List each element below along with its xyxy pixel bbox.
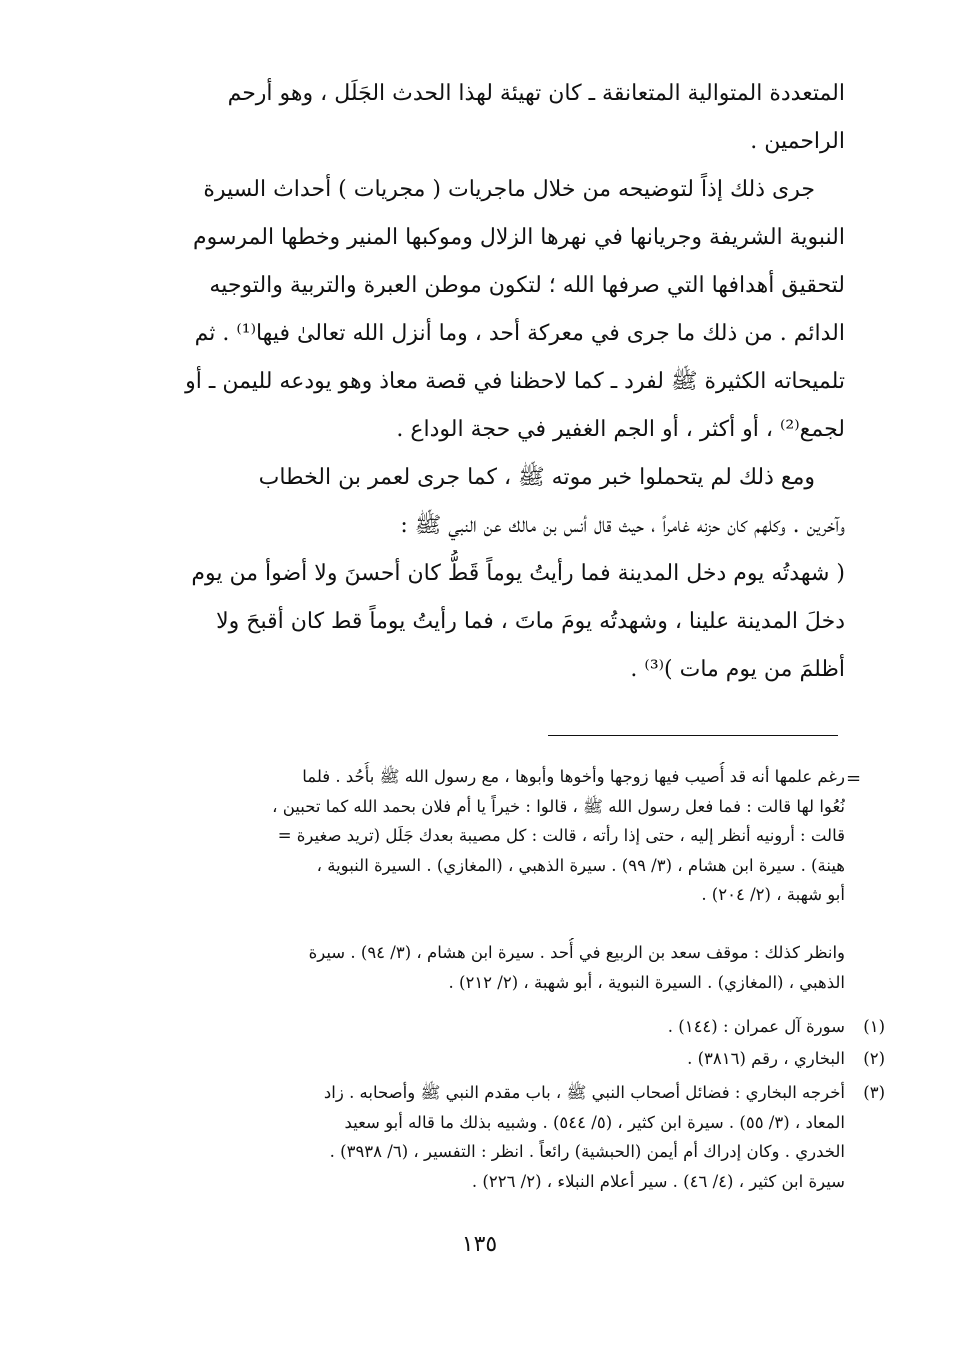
- footnote-1: [135, 1012, 885, 1042]
- note-line: أبو شهبة ، (٢/ ٢٠٤) .: [701, 885, 845, 904]
- footnote-number: (٣): [863, 1083, 885, 1102]
- text-line: جرى ذلك إذاً لتوضيحه من خلال ماجريات ( مجريات ) أحداث السيرة: [203, 177, 815, 202]
- note-line: الخدري . وكان إدراك أم أيمن (الحبشية) رائعاً . انظر : التفسير ، (٦/ ٣٩٣٨) .: [329, 1142, 845, 1161]
- text-line: دخلَ المدينة علينا ، وشهدتُه يومَ ماتَ ، فما رأيتُ يوماً قط كان أقبحَ ولا: [216, 609, 845, 634]
- text-line: المتعددة المتوالية المتعانقة ـ كان تهيئة لهذا الحدث الجَلَل ، وهو أرحم: [227, 81, 845, 106]
- note-line: قالت : أرونيه أنظر إليه ، حتى إذا رأته ، قالت : كل مصيبة بعدك جَلَل (تريد صغيرة =: [277, 826, 845, 845]
- text-line: النبوية الشريفة وجريانها في نهرها الزلال وموكبها المنير وخطها المرسوم: [192, 225, 845, 250]
- note-line: وانظر كذلك : موقف سعد بن الربيع في أُحد . سيرة ابن هشام ، (٣/ ٩٤) . سيرة: [308, 943, 845, 962]
- text-line: لتحقيق أهدافها التي صرفها الله ؛ لتكون موطن العبرة والتربية والتوجيه: [209, 273, 845, 298]
- note-line: البخاري ، رقم (٣٨١٦) .: [687, 1049, 845, 1068]
- footnote-3: [135, 1078, 885, 1196]
- text-line: ومع ذلك لم يتحملوا خبر موته ﷺ ، كما جرى لعمر بن الخطاب: [258, 465, 815, 490]
- note-line: رغم علمها أنه قد أُصيب فيها زوجها وأخوها وأبوها ، مع رسول الله ﷺ بأُحُد . فلما: [302, 767, 845, 786]
- note-line: سورة آل عمران : (١٤٤) .: [667, 1017, 845, 1036]
- text-line: تلميحاته الكثيرة ﷺ لفرد ـ كما لاحظنا في قصة معاذ وهو يودعه لليمن ـ أو: [185, 369, 845, 394]
- note-line: هينة) . سيرة ابن هشام ، (٣/ ٩٩) . سيرة الذهبي ، (المغازي) . السيرة النبوية ،: [316, 855, 845, 875]
- footnote-separator: [548, 735, 838, 736]
- note-line: نُعُوا لها قالت : فما فعل رسول الله ﷺ ، قالوا : خيراً يا أم فلان بحمد الله كما تحبين ،: [272, 796, 845, 816]
- note-line: سيرة ابن كثير ، (٤/ ٤٦) . سير أعلام النبلاء ، (٢/ ٢٢٦) .: [471, 1171, 845, 1191]
- note-line: المعاد ، (٣/ ٥٥) . سيرة ابن كثير ، (٥/ ٥٤٤) . وشبيه بذلك ما قاله أبو سعيد: [344, 1112, 845, 1132]
- text-line: لجمع⁽²⁾ ، أو أكثر ، أو الجم الغفير في حجة الوداع .: [396, 417, 845, 442]
- paragraph-1: [123, 70, 845, 166]
- paragraph-3: [123, 454, 845, 694]
- text-line: ( شهدتُه يوم دخل المدينة فما رأيتُ يوماً قَطُّ كان أحسنَ ولا أضوأ من يوم: [191, 561, 845, 586]
- note-line: الذهبي ، (المغازي) . السيرة النبوية ، أبو شهبة ، (٢/ ٢١٢) .: [448, 972, 845, 992]
- text-line: الراحمين .: [750, 129, 845, 154]
- paragraph-2: [123, 166, 845, 454]
- footnote-continuation: [135, 762, 845, 910]
- footnote-number: (١): [863, 1017, 885, 1036]
- footnote-2: [135, 1044, 885, 1074]
- text-line: الدائم . من ذلك ما جرى في معركة أحد ، وما أنزل الله تعالىٰ فيها⁽¹⁾ . ثم: [194, 321, 845, 346]
- footnote-number: (٢): [863, 1049, 885, 1068]
- note-line: أخرجه البخاري : فضائل أصحاب النبي ﷺ ، باب مقدم النبي ﷺ وأصحابه . زاد: [323, 1083, 845, 1102]
- text-line: وآخرين . وكلهم كان حزنه غامراً ، حيث قال أنس بن مالك عن النبي ﷺ :: [400, 513, 845, 538]
- page-number: ١٣٥: [461, 1232, 498, 1257]
- continuation-marker: =: [846, 768, 862, 789]
- footnote-continuation-2: [135, 938, 845, 997]
- text-line: أظلمَ من يوم مات )⁽³⁾ .: [630, 657, 845, 682]
